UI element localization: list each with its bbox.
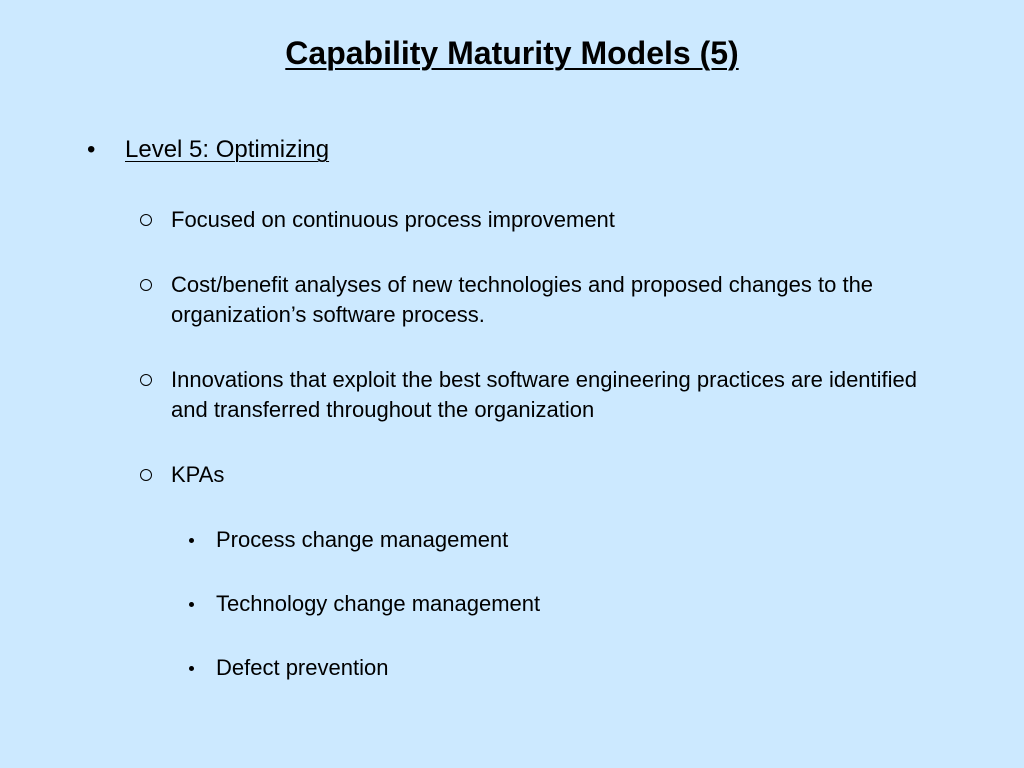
dot-bullet-icon bbox=[186, 653, 216, 683]
list-item bbox=[138, 270, 938, 330]
ring-bullet-icon bbox=[138, 270, 171, 330]
list-item bbox=[138, 365, 938, 425]
kpa-item-text: Process change management bbox=[216, 527, 509, 552]
dot-bullet-icon bbox=[186, 589, 216, 619]
ring-bullet-icon bbox=[138, 460, 171, 490]
list-item bbox=[138, 460, 938, 490]
list-item-text: Innovations that exploit the best software engineering practices are identified and transferred throughout the organization bbox=[171, 367, 918, 422]
list-item-text: Cost/benefit analyses of new technologies and proposed changes to the organization’s software process. bbox=[171, 272, 874, 327]
kpa-item-text: Technology change management bbox=[216, 591, 541, 616]
level-heading-label: Level 5: Optimizing bbox=[125, 136, 330, 163]
kpa-item bbox=[186, 653, 388, 683]
kpa-item-text: Defect prevention bbox=[216, 655, 389, 680]
list-item bbox=[138, 205, 938, 235]
list-item-text: KPAs bbox=[171, 462, 225, 487]
slide-title: Capability Maturity Models (5) bbox=[285, 35, 739, 71]
level-heading bbox=[87, 134, 329, 166]
kpa-item bbox=[186, 589, 540, 619]
kpa-item bbox=[186, 525, 508, 555]
ring-bullet-icon bbox=[138, 365, 171, 425]
dot-bullet-icon bbox=[186, 525, 216, 555]
list-item-text: Focused on continuous process improvement bbox=[171, 207, 615, 232]
bullet-icon: • bbox=[87, 136, 96, 163]
ring-bullet-icon bbox=[138, 205, 171, 235]
